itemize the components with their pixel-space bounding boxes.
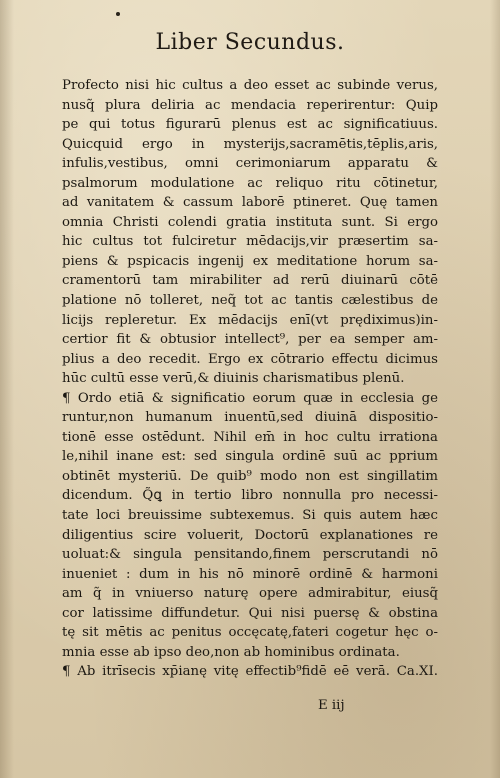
text-line: omnia Christi colendi gratia instituta sunt. Si ergo	[62, 214, 438, 230]
text-line: psalmorum modulatione ac reliquo ritu cōtinetur,	[62, 175, 438, 191]
text-line: runtur,non humanum inuentū,sed diuinā dispositio-	[62, 410, 438, 426]
text-line: Quicquid ergo in mysterijs,sacramētis,tēplis,aris,	[62, 136, 438, 152]
text-line: nusq̃ plura deliria ac mendacia reperirentur: Quip	[62, 97, 438, 113]
text-line: hic cultus tot fulciretur mēdacijs,vir præsertim sa-	[62, 234, 438, 250]
chapter-heading: ¶ Ab itrīsecis xp̄ianę vitę effectib⁹fidē eē verā. Ca.XI.	[62, 664, 438, 680]
text-line: diligentius scire voluerit, Doctorū explanationes re	[62, 527, 438, 543]
text-line: obtinēt mysteriū. De quib⁹ modo non est singillatim	[62, 468, 438, 484]
text-line: uoluat:& singula pensitando,finem perscrutandi nō	[62, 547, 438, 563]
text-line: hūc cultū esse verū,& diuinis charismatibus plenū.	[62, 371, 405, 387]
body-text	[62, 76, 438, 682]
text-line: tate loci breuissime subtexemus. Si quis autem hæc	[62, 508, 438, 524]
text-line: ¶ Ordo etiā & significatio eorum quæ in ecclesia ge	[62, 390, 438, 406]
text-line: licijs repleretur. Ex mēdacijs enī(vt prędiximus)in-	[62, 312, 438, 328]
text-line: tę sit mētis ac penitus occęcatę,fateri cogetur hęc o-	[62, 625, 438, 641]
running-head: Liber Secundus.	[155, 30, 345, 55]
text-line: pe qui totus figurarū plenus est ac significatiuus.	[62, 117, 438, 133]
text-line: am q̃ in vniuerso naturę opere admirabitur, eiusq̃	[62, 586, 438, 602]
text-line: mnia esse ab ipso deo,non ab hominibus ordinata.	[62, 644, 400, 660]
text-line: platione nō tolleret, neq̃ tot ac tantis cælestibus de	[62, 293, 438, 309]
text-line: tionē esse ostēdunt. Nihil em̄ in hoc cultu irrationa	[62, 429, 438, 445]
text-line: Profecto nisi hic cultus a deo esset ac subinde verus,	[62, 78, 438, 93]
signature-mark: E iij	[318, 698, 345, 713]
text-line: infulis,vestibus, omni cerimoniarum apparatu &	[62, 156, 438, 172]
text-line: piens & pspicacis ingenij ex meditatione horum sa-	[62, 253, 438, 269]
text-line: dicendum. Q̃ꝗ in tertio libro nonnulla pro necessi-	[62, 488, 438, 504]
text-line: inueniet : dum in his nō minorē ordinē & harmoni	[62, 566, 438, 582]
text-line: cor latissime diffundetur. Qui nisi puersę & obstina	[62, 605, 438, 621]
ink-speck	[116, 12, 120, 16]
text-line: plius a deo recedit. Ergo ex cōtrario effectu dicimus	[62, 351, 438, 367]
text-line: le,nihil inane est: sed singula ordinē suū ac pprium	[62, 449, 438, 465]
text-line: certior fit & obtusior intellect⁹, per ea semper am-	[62, 332, 438, 348]
text-line: ad vanitatem & cassum laborē ptineret. Quę tamen	[62, 195, 438, 211]
text-line: cramentorū tam mirabiliter ad rerū diuinarū cōtē	[62, 273, 438, 289]
